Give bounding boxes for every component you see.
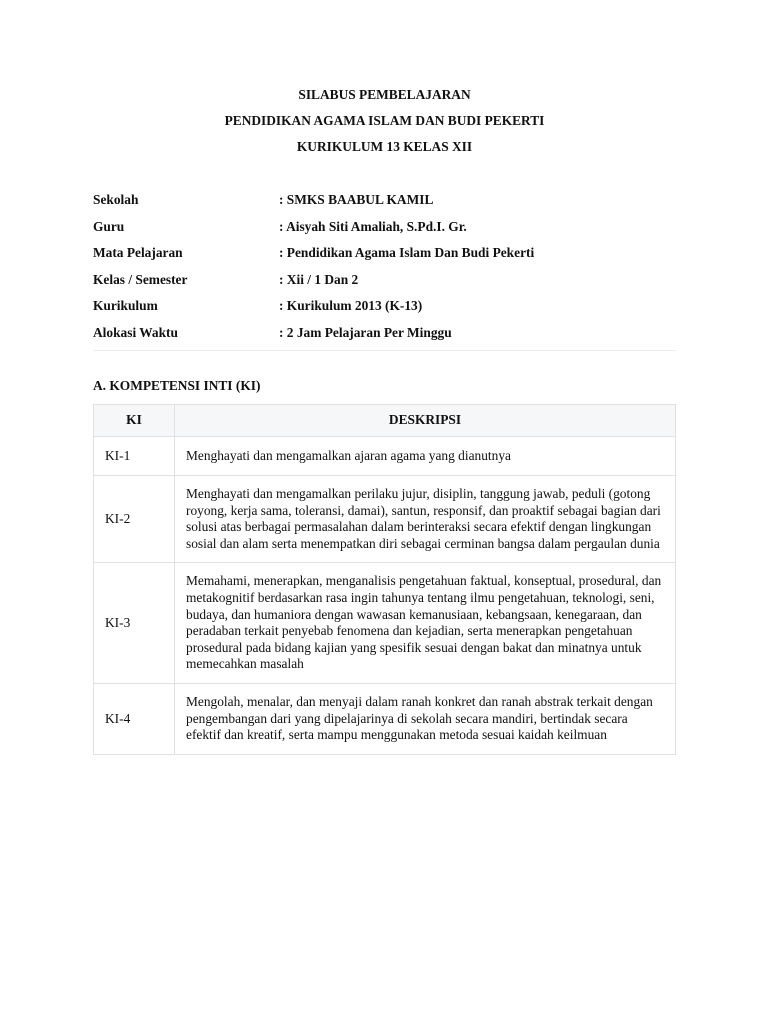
ki-description: Mengolah, menalar, dan menyaji dalam ranah konkret dan ranah abstrak terkait dengan pengembangan dari yang dipelajarinya di sekolah secara mandiri, bertindak secara efektif dan kreatif, serta mampu menggunakan metoda sesuai kaidah keilmuan	[175, 683, 676, 754]
info-block	[93, 191, 676, 350]
ki-code: KI-2	[94, 476, 175, 563]
info-value: : Xii / 1 Dan 2	[279, 271, 359, 287]
ki-table	[93, 404, 676, 755]
ki-table-container	[93, 404, 676, 791]
info-row-alokasi-waktu	[93, 324, 676, 351]
info-value: : Aisyah Siti Amaliah, S.Pd.I. Gr.	[279, 218, 467, 234]
table-header-row	[94, 405, 676, 437]
subject-title: PENDIDIKAN AGAMA ISLAM DAN BUDI PEKERTI	[224, 113, 545, 128]
info-value: : Kurikulum 2013 (K-13)	[279, 298, 423, 313]
info-row-kurikulum	[93, 297, 676, 324]
table-row	[94, 563, 676, 684]
column-header-ki: KI	[94, 405, 175, 437]
info-label: Mata Pelajaran	[93, 245, 183, 260]
info-row-sekolah	[93, 191, 676, 218]
document-title: SILABUS PEMBELAJARAN	[298, 87, 471, 102]
ki-description: Memahami, menerapkan, menganalisis pengetahuan faktual, konseptual, prosedural, dan metakognitif berdasarkan rasa ingin tahunya tentang ilmu pengetahuan, teknologi, seni, budaya, dan humaniora dengan wawasan kemanusiaan, kebangsaan, kenegaraan, dan peradaban terkait penyebab fenomena dan kejadian, serta menerapkan pengetahuan prosedural pada bidang kajian yang spesifik sesuai dengan bakat dan minatnya untuk memecahkan masalah	[175, 563, 676, 684]
info-label: Guru	[93, 218, 125, 234]
section-heading-ki: A. KOMPETENSI INTI (KI)	[93, 378, 261, 393]
info-label: Alokasi Waktu	[93, 324, 178, 340]
info-label: Kelas / Semester	[93, 271, 188, 287]
table-row	[94, 437, 676, 476]
info-label: Sekolah	[93, 192, 139, 207]
curriculum-title: KURIKULUM 13 KELAS XII	[296, 139, 473, 154]
info-value: : 2 Jam Pelajaran Per Minggu	[279, 324, 452, 340]
ki-code: KI-4	[94, 683, 175, 754]
info-value: : Pendidikan Agama Islam Dan Budi Pekerti	[279, 245, 535, 260]
info-row-kelas-semester	[93, 271, 676, 298]
info-row-mata-pelajaran	[93, 244, 676, 271]
ki-code: KI-3	[94, 563, 175, 684]
column-header-deskripsi: DESKRIPSI	[175, 405, 676, 437]
ki-description: Menghayati dan mengamalkan perilaku jujur, disiplin, tanggung jawab, peduli (gotong royong, kerja sama, toleransi, damai), santun, responsif, dan proaktif sebagai bagian dari solusi atas berbagai permasalahan dalam berinteraksi secara efektif dengan lingkungan sosial dan alam serta menempatkan diri sebagai cerminan bangsa dalam pergaulan dunia	[175, 476, 676, 563]
info-row-guru	[93, 218, 676, 245]
info-label: Kurikulum	[93, 298, 158, 313]
section-divider	[93, 350, 676, 351]
info-value: : SMKS BAABUL KAMIL	[279, 192, 434, 207]
table-row	[94, 683, 676, 754]
ki-code: KI-1	[94, 437, 175, 476]
table-row	[94, 476, 676, 563]
ki-description: Menghayati dan mengamalkan ajaran agama yang dianutnya	[175, 437, 676, 476]
